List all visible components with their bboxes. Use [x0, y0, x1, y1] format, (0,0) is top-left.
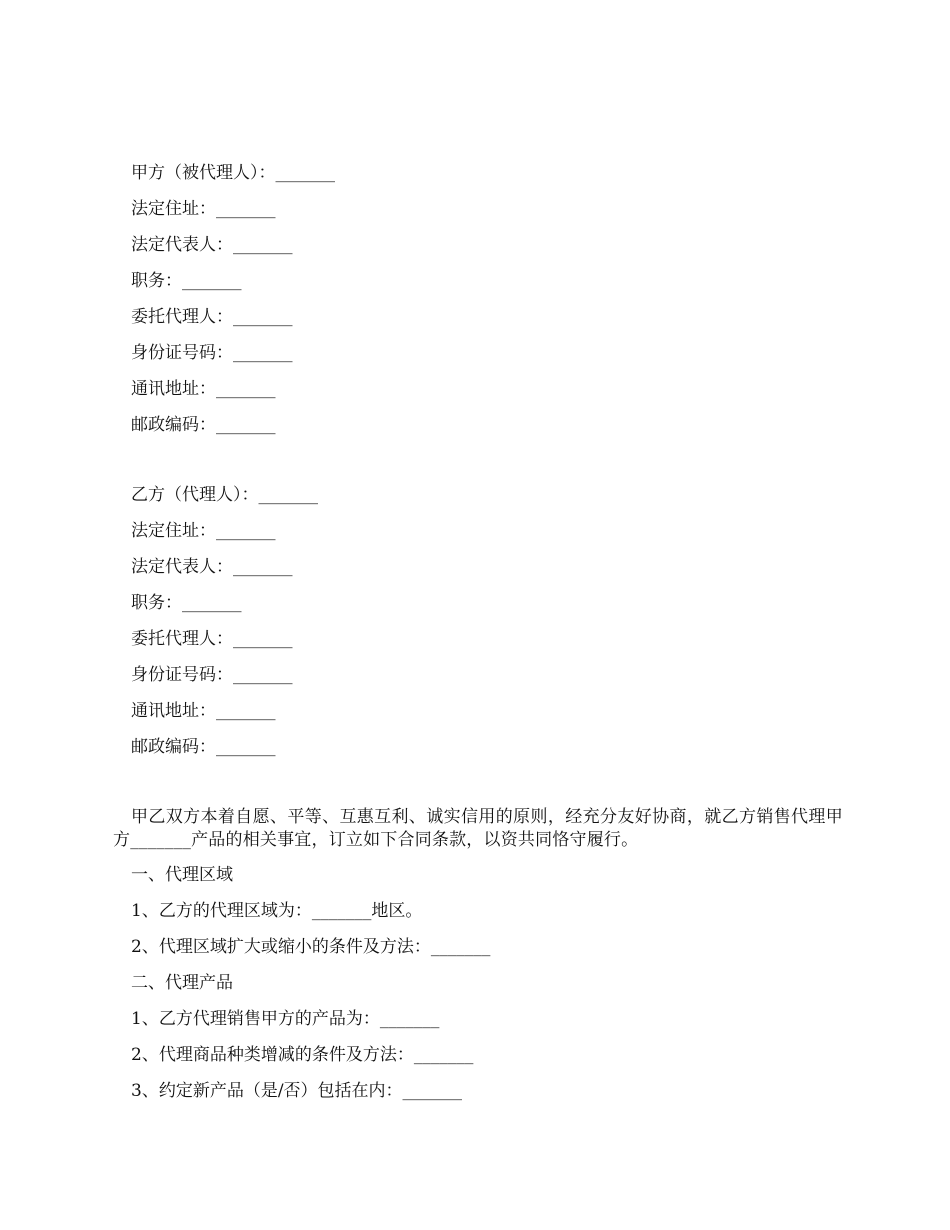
party-b-address: 法定住址：_______ [131, 521, 276, 541]
party-b-mail-address: 通讯地址：_______ [131, 701, 276, 721]
intro-paragraph: 甲乙双方本着自愿、平等、互惠互利、诚实信用的原则，经充分友好协商，就乙方销售代理甲方_______产品的相关事宜，订立如下合同条款，以资共同恪守履行。 [113, 807, 843, 850]
party-b-legal-rep: 法定代表人：_______ [131, 557, 293, 577]
section-2-heading: 二、代理产品 [131, 973, 233, 993]
section-1-item-2: 2、代理区域扩大或缩小的条件及方法：_______ [131, 937, 491, 957]
party-a-address: 法定住址：_______ [131, 199, 276, 219]
party-b-position: 职务：_______ [131, 593, 242, 613]
party-b-postcode: 邮政编码：_______ [131, 737, 276, 757]
party-a-postcode: 邮政编码：_______ [131, 415, 276, 435]
party-a-mail-address: 通讯地址：_______ [131, 379, 276, 399]
party-a-legal-rep: 法定代表人：_______ [131, 235, 293, 255]
party-a-position: 职务：_______ [131, 271, 242, 291]
section-2-item-3: 3、约定新产品（是/否）包括在内：_______ [131, 1081, 463, 1101]
party-b-title: 乙方（代理人）：_______ [131, 485, 318, 505]
party-a-id-number: 身份证号码：_______ [131, 343, 293, 363]
section-2-item-1: 1、乙方代理销售甲方的产品为：_______ [131, 1009, 440, 1029]
section-1-item-1: 1、乙方的代理区域为：_______地区。 [131, 901, 423, 921]
party-b-agent: 委托代理人：_______ [131, 629, 293, 649]
party-a-agent: 委托代理人：_______ [131, 307, 293, 327]
party-b-id-number: 身份证号码：_______ [131, 665, 293, 685]
section-1-heading: 一、代理区域 [131, 865, 233, 885]
section-2-item-2: 2、代理商品种类增减的条件及方法：_______ [131, 1045, 474, 1065]
party-a-title: 甲方（被代理人）：_______ [131, 163, 335, 183]
